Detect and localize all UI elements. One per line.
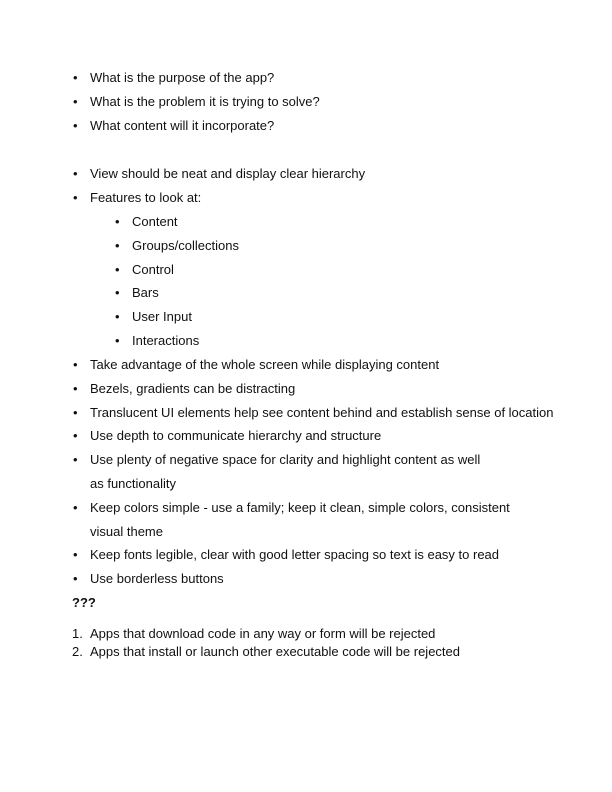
bullet: • [73, 499, 78, 515]
list-item-text: Translucent UI elements help see content behind and establish sense of location [90, 404, 554, 420]
bullet: • [115, 309, 120, 325]
list-item-text: Bezels, gradients can be distracting [90, 380, 296, 396]
numbered-item [72, 625, 460, 643]
list-item [73, 424, 553, 448]
bullet: • [115, 261, 120, 277]
bullet: • [115, 285, 120, 301]
list-item [73, 401, 554, 425]
bullet: • [73, 428, 78, 444]
sublist-item [115, 210, 239, 234]
list-item-text: Keep colors simple - use a family; keep it clean, simple colors, consistent visual theme [90, 499, 510, 539]
view-guidelines-list [73, 162, 366, 210]
rejection-rules-list [72, 625, 460, 660]
list-item [73, 377, 553, 401]
list-item-text: Features to look at: [90, 189, 202, 205]
bullet: • [73, 452, 78, 468]
bullet: • [73, 117, 78, 133]
section-heading: ??? [72, 595, 96, 610]
sublist-item [115, 258, 239, 282]
list-item [73, 543, 553, 567]
bullet: • [73, 166, 78, 181]
numbered-item [72, 643, 460, 661]
list-item-text: Content [132, 214, 178, 229]
list-item [73, 448, 553, 496]
list-item-text: View should be neat and display clear hierarchy [90, 166, 366, 181]
design-tips-list [73, 353, 554, 591]
list-item-text: Interactions [132, 332, 200, 348]
bullet: • [115, 237, 120, 253]
bullet: • [73, 404, 78, 420]
features-sublist [115, 210, 239, 353]
list-item-text: What content will it incorporate? [90, 117, 275, 133]
sublist-item [115, 305, 239, 329]
list-item-text: Use plenty of negative space for clarity and highlight content as well as functionality [90, 452, 481, 491]
list-item [73, 162, 366, 186]
list-item-text: Groups/collections [132, 237, 239, 253]
item-number: 1. [72, 626, 83, 641]
bullet: • [73, 357, 78, 372]
bullet: • [73, 380, 78, 396]
list-item-text: Take advantage of the whole screen while displaying content [90, 357, 440, 372]
bullet: • [73, 571, 78, 587]
list-item [73, 186, 365, 210]
bullet: • [73, 547, 78, 563]
bullet: • [73, 93, 78, 109]
list-item-text: Use depth to communicate hierarchy and structure [90, 428, 382, 444]
list-item [73, 114, 320, 138]
list-item-text: Apps that download code in any way or form will be rejected [90, 626, 436, 641]
bullet: • [73, 70, 78, 85]
questions-list [73, 66, 320, 137]
list-item-text: Keep fonts legible, clear with good letter spacing so text is easy to read [90, 547, 500, 563]
list-item-text: Bars [132, 285, 159, 301]
list-item [73, 66, 320, 90]
list-item-text: Control [132, 261, 174, 277]
list-item-text: Use borderless buttons [90, 571, 224, 587]
item-number: 2. [72, 643, 83, 659]
list-item-text: What is the problem it is trying to solve? [90, 93, 320, 109]
sublist-item [115, 281, 239, 305]
list-item [73, 567, 553, 591]
list-item-text: Apps that install or launch other executable code will be rejected [90, 643, 460, 659]
list-item [73, 353, 553, 377]
bullet: • [73, 189, 78, 205]
list-item [73, 90, 320, 114]
sublist-item [115, 234, 239, 258]
bullet: • [115, 332, 120, 348]
bullet: • [115, 214, 120, 229]
list-item [73, 496, 553, 544]
list-item-text: What is the purpose of the app? [90, 70, 275, 85]
sublist-item [115, 329, 239, 353]
list-item-text: User Input [132, 309, 192, 325]
